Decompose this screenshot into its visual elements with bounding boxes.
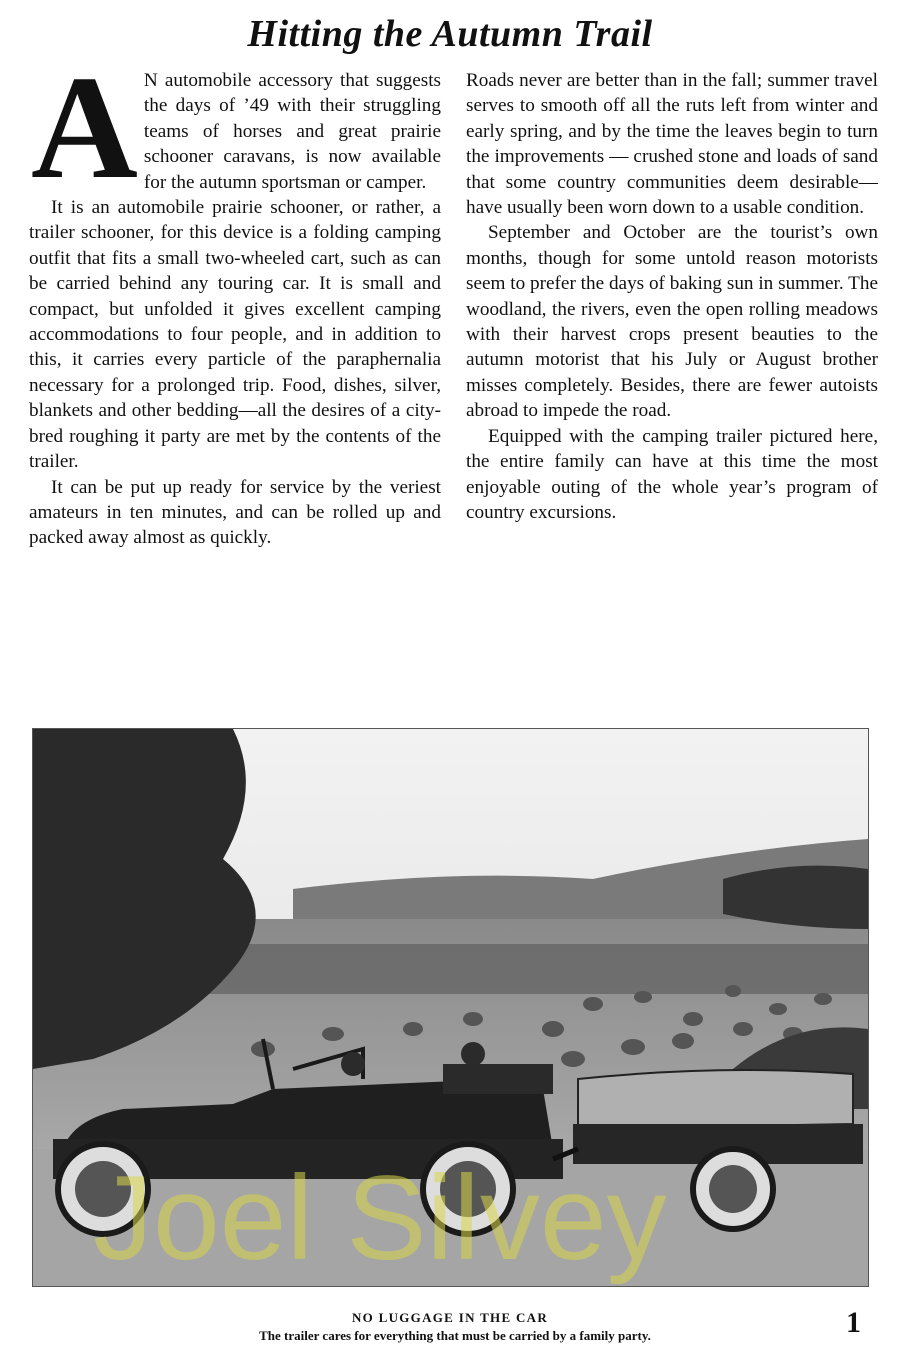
- paragraph: September and October are the tourist’s own months, though for some untold reason motorists seem to prefer the days of baking sun in summer. The woodland, the rivers, even the open rolling meadows with their harvest crops present beauties to the autumn motorist that his July or August brother misses completely. Besides, there are fewer autoists abroad to impede the road.: [466, 222, 878, 422]
- article-title: Hitting the Autumn Trail: [247, 13, 653, 55]
- left-column: [29, 46, 441, 551]
- figure-caption-text: The trailer cares for everything that must be carried by a family party.: [259, 1328, 651, 1343]
- paragraph: [29, 46, 441, 210]
- corn-rows: [183, 944, 868, 994]
- paragraph: It can be put up ready for service by the veriest amateurs in ten minutes, and can be rolled up and packed away almost as quickly.: [29, 476, 441, 549]
- photograph-car-with-trailer: [32, 728, 869, 1287]
- watermark: Joel Silvey: [93, 1151, 667, 1285]
- paragraph: Roads never are better than in the fall; summer travel serves to smooth off all the ruts left from winter and early spring, and by the time the leaves begin to turn the improvements — crushed stone and loads of sand that some country communities deem desirable—have usually been worn down to a usable condition.: [466, 70, 878, 219]
- paragraph-text: N automobile accessory that suggests the days of ’49 with their struggling teams of horses and great prairie schooner caravans, is now available for the autumn sportsman or camper.: [143, 70, 441, 193]
- drop-cap: A: [31, 46, 138, 210]
- paragraph: It is an automobile prairie schooner, or rather, a trailer schooner, for this device is a folding camping outfit that fits a small two-wheeled cart, such as can be carried behind any touring car. It is small and compact, but unfolded it gives excellent camping accommodations to four people, and in addition to this, it carries every particle of the paraphernalia necessary for a prolonged trip. Food, dishes, silver, blankets and other bedding—all the desires of a city-bred roughing it party are met by the contents of the trailer.: [29, 197, 441, 473]
- right-column: [466, 68, 878, 525]
- paragraph: Equipped with the camping trailer pictured here, the entire family can have at this time the most enjoyable outing of the whole year’s program of country excursions.: [466, 425, 878, 523]
- page-number: 1: [846, 1306, 861, 1339]
- figure-caption-title: NO LUGGAGE IN THE CAR: [351, 1310, 549, 1325]
- photo-illustration: [33, 729, 868, 1286]
